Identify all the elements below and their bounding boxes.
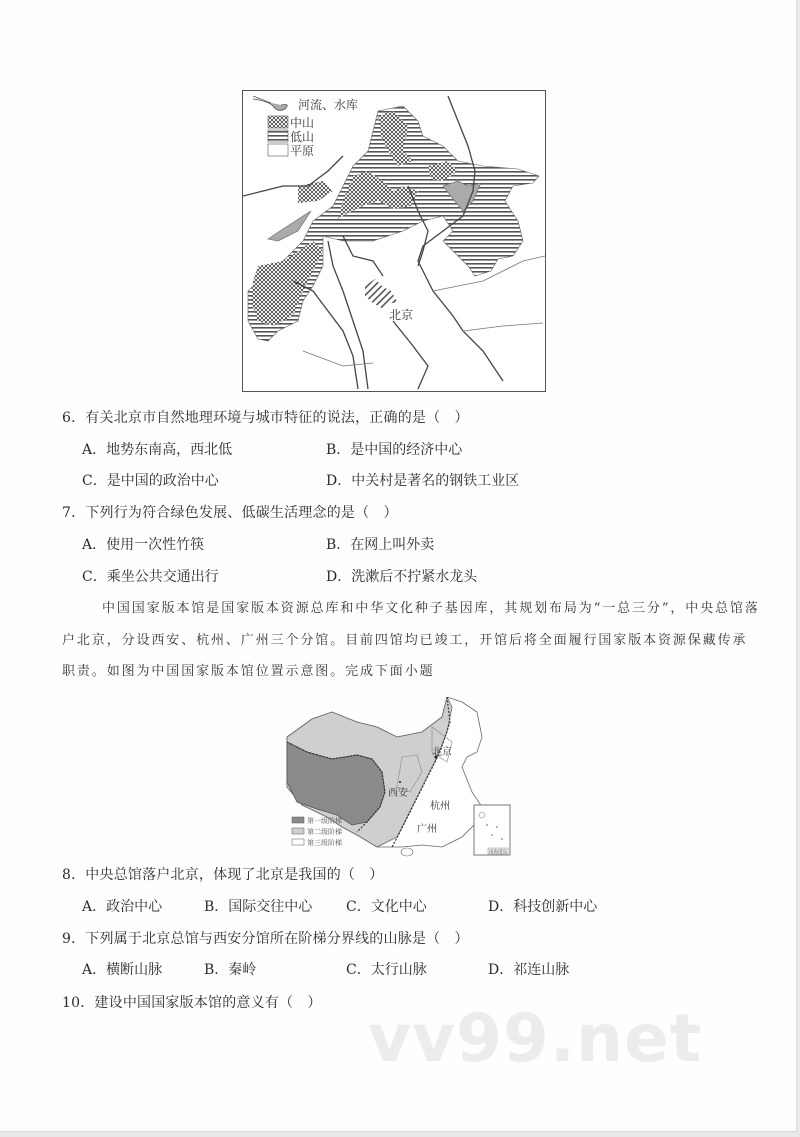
q6-option-a[interactable]: A．地势东南高，西北低 — [82, 442, 233, 458]
q8-option-d[interactable]: D．科技创新中心 — [488, 899, 598, 915]
question-8-stem: 8．中央总馆落户北京，体现了北京是我国的（ ） — [62, 867, 384, 883]
svg-text:中山: 中山 — [290, 116, 315, 130]
city-beijing: 北京 — [432, 747, 452, 758]
q7-option-c[interactable]: C．乘坐公共交通出行 — [82, 569, 219, 585]
q6-option-c[interactable]: C．是中国的政治中心 — [82, 473, 219, 489]
city-guangzhou: 广州 — [417, 824, 437, 835]
q9-option-d[interactable]: D．祁连山脉 — [488, 962, 570, 978]
question-7-stem: 7．下列行为符合绿色发展、低碳生活理念的是（ ） — [62, 505, 398, 521]
svg-text:低山: 低山 — [290, 130, 315, 144]
passage-line-1: 中国国家版本馆是国家版本资源总库和中华文化种子基因库，其规划布局为“一总三分”，中央总馆落 — [102, 601, 760, 616]
beijing-label: 北京 — [389, 308, 414, 322]
terrain-map-graphic — [243, 91, 545, 391]
passage-line-3: 职责。如图为中国国家版本馆位置示意图。完成下面小题 — [62, 664, 435, 679]
question-6-stem: 6．有关北京市自然地理环境与城市特征的说法，正确的是（ ） — [62, 410, 469, 426]
china-terrain-steps-map — [282, 697, 518, 859]
passage-line-2: 户北京，分设西安、杭州、广州三个分馆。目前四馆均已竣工，开馆后将全面履行国家版本资源保藏传承 — [62, 633, 748, 648]
q7-option-a[interactable]: A．使用一次性竹筷 — [82, 537, 205, 553]
q8-option-a[interactable]: A．政治中心 — [82, 899, 163, 915]
question-9-stem: 9．下列属于北京总馆与西安分馆所在阶梯分界线的山脉是（ ） — [62, 931, 469, 947]
svg-text:第三级阶梯: 第三级阶梯 — [307, 839, 342, 847]
svg-text:河流、水库: 河流、水库 — [298, 98, 359, 112]
city-hangzhou: 杭州 — [430, 801, 450, 812]
china-map-graphic — [282, 697, 518, 859]
svg-text:第二级阶梯: 第二级阶梯 — [307, 828, 342, 836]
watermark: vv99.net — [368, 1000, 703, 1077]
q8-option-b[interactable]: B．国际交往中心 — [204, 899, 313, 915]
q9-option-b[interactable]: B．秦岭 — [204, 962, 257, 978]
q9-option-c[interactable]: C．太行山脉 — [346, 962, 427, 978]
q8-option-c[interactable]: C．文化中心 — [346, 899, 427, 915]
svg-text:第一级阶梯: 第一级阶梯 — [307, 817, 342, 825]
south-china-sea-inset — [474, 805, 510, 855]
q7-option-b[interactable]: B．在网上叫外卖 — [326, 537, 435, 553]
map-legend — [253, 96, 358, 158]
city-xian: 西安 — [388, 788, 408, 799]
q6-option-d[interactable]: D．中关村是著名的钢铁工业区 — [326, 473, 520, 489]
q6-option-b[interactable]: B．是中国的经济中心 — [326, 442, 463, 458]
beijing-terrain-map — [242, 90, 546, 392]
svg-text:平原: 平原 — [290, 144, 315, 158]
steps-legend — [292, 816, 342, 847]
q9-option-a[interactable]: A．横断山脉 — [82, 962, 163, 978]
svg-text:南海诸岛: 南海诸岛 — [489, 850, 507, 855]
q7-option-d[interactable]: D．洗漱后不拧紧水龙头 — [326, 569, 478, 585]
question-10-stem: 10．建设中国国家版本馆的意义有（ ） — [62, 995, 322, 1011]
